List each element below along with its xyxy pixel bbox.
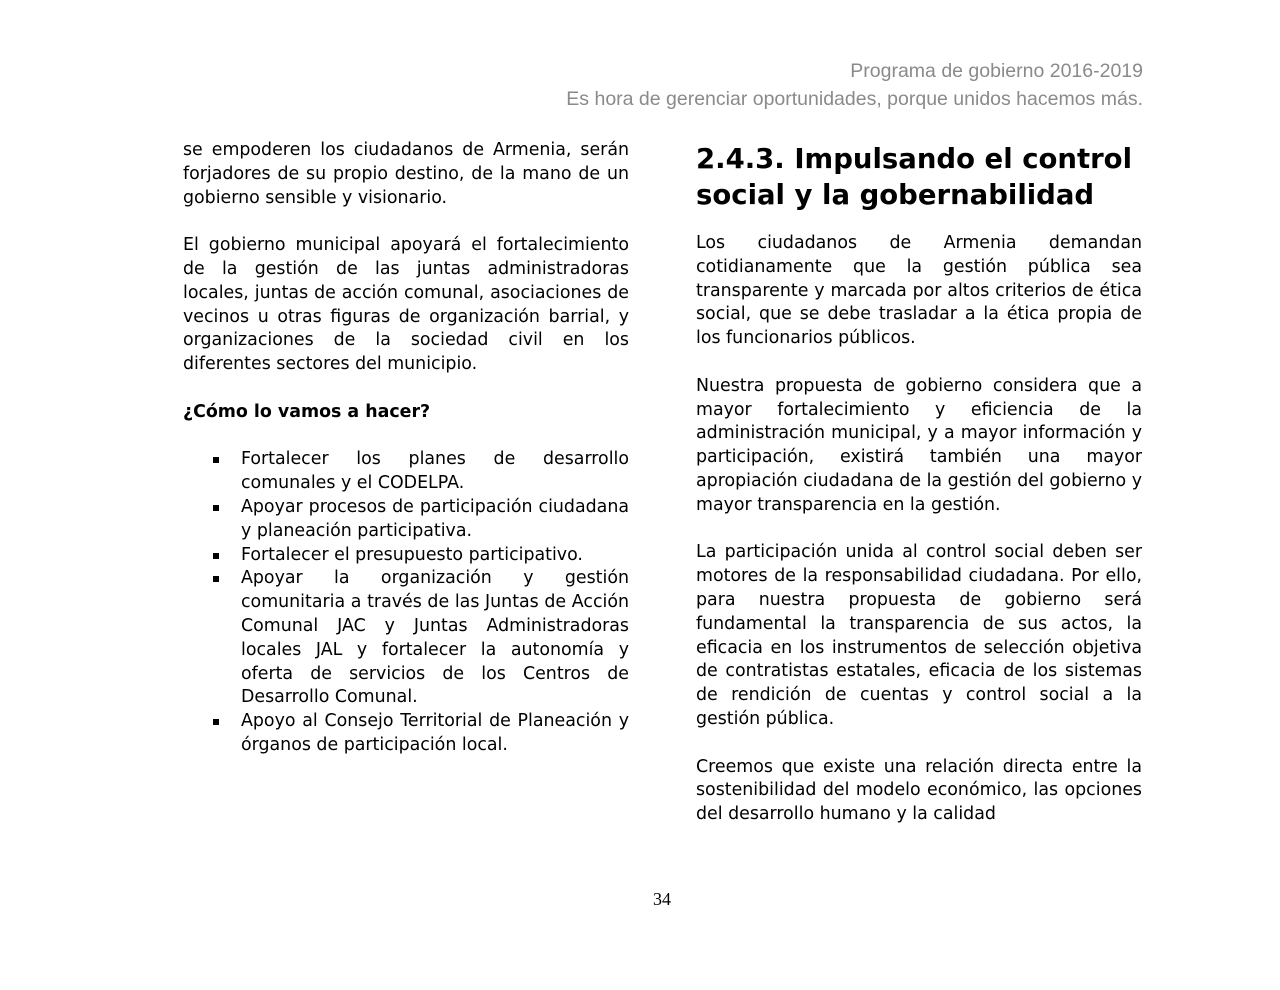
left-column xyxy=(183,139,629,758)
list-item-text: Apoyo al Consejo Territorial de Planeación y órganos de participación local. xyxy=(241,711,629,755)
list-item-text: Apoyar la organización y gestión comunitaria a través de las Juntas de Acción Comunal JAC y Juntas Administradoras locales JAL y fortalecer la autonomía y oferta de servicios de los Centros de Desarrollo Comunal. xyxy=(241,568,629,708)
left-paragraph-2: El gobierno municipal apoyará el fortalecimiento de la gestión de las juntas administradoras locales, juntas de acción comunal, asociaciones de vecinos u otras figuras de organización barrial, y organizaciones de la sociedad civil en los diferentes sectores del municipio. xyxy=(183,235,629,375)
how-subheading: ¿Cómo lo vamos a hacer? xyxy=(183,401,431,422)
right-paragraph-2: Nuestra propuesta de gobierno considera que a mayor fortalecimiento y eficiencia de la administración municipal, y a mayor información y participación, existirá también una mayor apropiación ciudadana de la gestión del gobierno y mayor transparencia en la gestión. xyxy=(696,375,1142,515)
right-paragraph-4: Creemos que existe una relación directa entre la sostenibilidad del modelo económico, las opciones del desarrollo humano y la calidad xyxy=(696,756,1142,825)
header-slogan: Es hora de gerenciar oportunidades, porque unidos hacemos más. xyxy=(566,88,1143,110)
right-paragraph-3: La participación unida al control social deben ser motores de la responsabilidad ciudadana. Por ello, para nuestra propuesta de gobierno será fundamental la transparencia de sus actos, la eficacia en los instrumentos de selección objetiva de contratistas estatales, eficacia de los sistemas de rendición de cuentas y control social a la gestión pública. xyxy=(696,542,1142,729)
square-bullet-icon xyxy=(213,719,219,725)
square-bullet-icon xyxy=(213,457,219,463)
left-paragraph-1: se empoderen los ciudadanos de Armenia, serán forjadores de su propio destino, de la mano de un gobierno sensible y visionario. xyxy=(183,140,629,208)
square-bullet-icon xyxy=(213,553,219,559)
list-item xyxy=(183,448,629,496)
list-item-text: Fortalecer el presupuesto participativo. xyxy=(241,544,583,565)
running-header xyxy=(566,57,1143,113)
right-column xyxy=(696,139,1142,827)
header-title: Programa de gobierno 2016-2019 xyxy=(850,60,1143,82)
action-list xyxy=(183,448,629,757)
square-bullet-icon xyxy=(213,576,219,582)
section-heading: 2.4.3. Impulsando el control social y la gobernabilidad xyxy=(696,143,1132,211)
list-item-text: Apoyar procesos de participación ciudadana y planeación participativa. xyxy=(241,496,629,541)
page-number: 34 xyxy=(653,889,671,909)
list-item xyxy=(183,544,629,568)
list-item xyxy=(183,567,629,710)
right-paragraph-1: Los ciudadanos de Armenia demandan cotidianamente que la gestión pública sea transparente y marcada por altos criterios de ética social, que se debe trasladar a la ética propia de los funcionarios públicos. xyxy=(696,233,1142,349)
list-item xyxy=(183,710,629,758)
list-item xyxy=(183,496,629,544)
square-bullet-icon xyxy=(213,505,219,511)
list-item-text: Fortalecer los planes de desarrollo comunales y el CODELPA. xyxy=(241,449,629,494)
